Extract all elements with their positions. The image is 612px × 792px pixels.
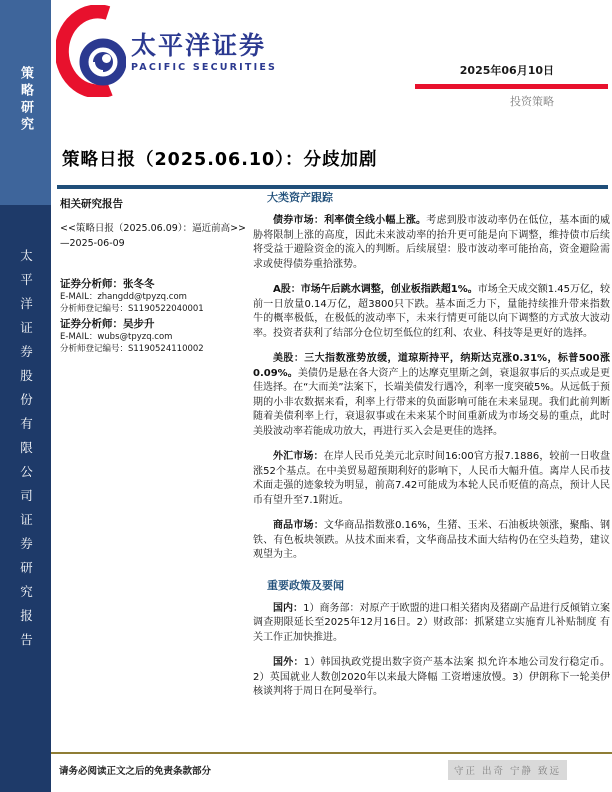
report-body: [253, 189, 610, 711]
paragraph-domestic-news: [253, 602, 610, 646]
analyst-name: 证券分析师：吴步升: [60, 318, 155, 330]
paragraph-text: 美债仍是悬在各大资产上的达摩克里斯之剑，衰退叙事后的买点或是更佳选择。在“大而美”法案下，长端美债发行遇冷，利率一度突破5%。从远低于预期的小非农数据来看，利率上行带来的负面影响可能在未来显现。我们此前判断随着美债利率上行，衰退叙事或在未来某个时间重新成为市场交易的重点，此时美股波动率若能成功放大，再进行买入会是更佳的选择。: [253, 367, 610, 437]
footer-motto: 守正 出奇 宁静 致远: [448, 760, 567, 780]
paragraph-lead: 国外：: [273, 657, 304, 668]
paragraph-overseas-news: [253, 656, 610, 700]
analyst-name: 证券分析师：张冬冬: [60, 278, 155, 290]
sidebar-company-label: 太平洋证券股份有限公司证券研究报告: [18, 249, 34, 657]
section-heading-policy-news: 重要政策及要闻: [267, 578, 344, 592]
section-heading-asset-tracking: 大类资产跟踪: [267, 191, 333, 204]
footer-rule: [51, 752, 612, 754]
related-research-title: 相关研究报告: [60, 198, 123, 210]
sidebar-company-strip: [0, 205, 51, 792]
paragraph-text: 市场全天成交额1.45万亿，较前一日放量0.14万亿，超3800只下跌。基本面乏力下，量能持续推升带来指数牛的概率极低，在极低的波动率下，未来行情更可能以向下调整的方式放大波动率。投资者获利了结部分仓位切至低位的红利、农业、科技等是更好的选择。: [253, 284, 611, 339]
paragraph-lead: 商品市场：: [273, 520, 324, 531]
brand-name-cn: 太平洋证券: [131, 31, 267, 60]
report-date: 2025年06月10日: [459, 64, 554, 77]
paragraph-text: 文华商品指数涨0.16%，生猪、玉米、石油板块领涨，聚酯、钢铁、有色板块领跌。从技术面来看，文华商品技术面大结构仍在空头趋势，建议观望为主。: [253, 520, 610, 560]
paragraph-text: 在岸人民币兑美元北京时间16:00官方报7.1886，较前一日收盘涨52个基点。在中美贸易超预期利好的影响下，人民币大幅升值。离岸人民币技术面走强的迹象较为明显，前高7.42可能成为本轮人民币贬值的高点，预计人民币有望升至7.1附近。: [253, 451, 611, 506]
footer-disclaimer: 请务必阅读正文之后的免责条款部分: [59, 766, 212, 777]
brand-name-en: PACIFIC SECURITIES: [131, 62, 278, 73]
paragraph-a-shares: [253, 283, 610, 341]
paragraph-commodities: [253, 519, 610, 563]
pacific-securities-logo-icon: [56, 5, 126, 97]
page-title: 策略日报（2025.06.10）：分歧加剧: [62, 150, 378, 170]
analyst-email: E-MAIL：wubs@tpyzq.com: [60, 332, 173, 342]
paragraph-lead: 国内：: [273, 602, 304, 614]
paragraph-lead: 外汇市场：: [273, 451, 324, 462]
sidebar-category-strip: [0, 0, 51, 205]
paragraph-lead: 债券市场：利率债全线小幅上涨。: [273, 215, 427, 226]
paragraph-lead: 美股：三大指数涨势放缓，道琼斯持平，纳斯达克涨0.31%，标普500涨0.09%。: [253, 353, 610, 379]
brand-block: [131, 32, 277, 73]
analyst-block: [60, 277, 246, 315]
analyst-email: E-MAIL：zhangdd@tpyzq.com: [60, 292, 187, 302]
header-red-rule: [415, 84, 608, 89]
related-report-link: <<策略日报（2025.06.09）：逼近前高>>—2025-06-09: [60, 223, 246, 249]
paragraph-text: 1）韩国执政党提出数字资产基本法案 拟允许本地公司发行稳定币。2）英国就业人数创2020年以来最大降幅 工资增速放慢。3）伊朗称下一轮美伊核谈判将于周日在阿曼举行。: [253, 657, 611, 697]
report-category: 投资策略: [510, 95, 554, 108]
paragraph-text: 1）商务部：对原产于欧盟的进口相关猪肉及猪副产品进行反倾销立案调查期限延长至2025年12月16日。2）财政部：抓紧建立实施育儿补贴制度 有关工作正加快推进。: [253, 602, 610, 643]
paragraph-bond-market: [253, 214, 610, 272]
paragraph-lead: A股：市场午后跳水调整，创业板指跌超1%。: [273, 284, 478, 295]
paragraph-us-stocks: [253, 352, 610, 439]
paragraph-fx-market: [253, 450, 610, 508]
analyst-license: 分析师登记编号：S1190524110002: [60, 344, 204, 354]
analyst-license: 分析师登记编号：S1190522040001: [60, 304, 204, 314]
sidebar-category-label: 策略研究: [18, 66, 33, 134]
analyst-block: [60, 317, 246, 355]
related-research-panel: [60, 196, 246, 355]
paragraph-text: 考虑到股市波动率仍在低位，基本面的威胁将限制上涨的高度，因此未来波动率的抬升更可能是向下调整，维持债市后续将受益于避险资金的流入的判断。后续展望：股市波动率可能抬高，资金避险需求或使得债券重拾涨势。: [253, 215, 610, 270]
